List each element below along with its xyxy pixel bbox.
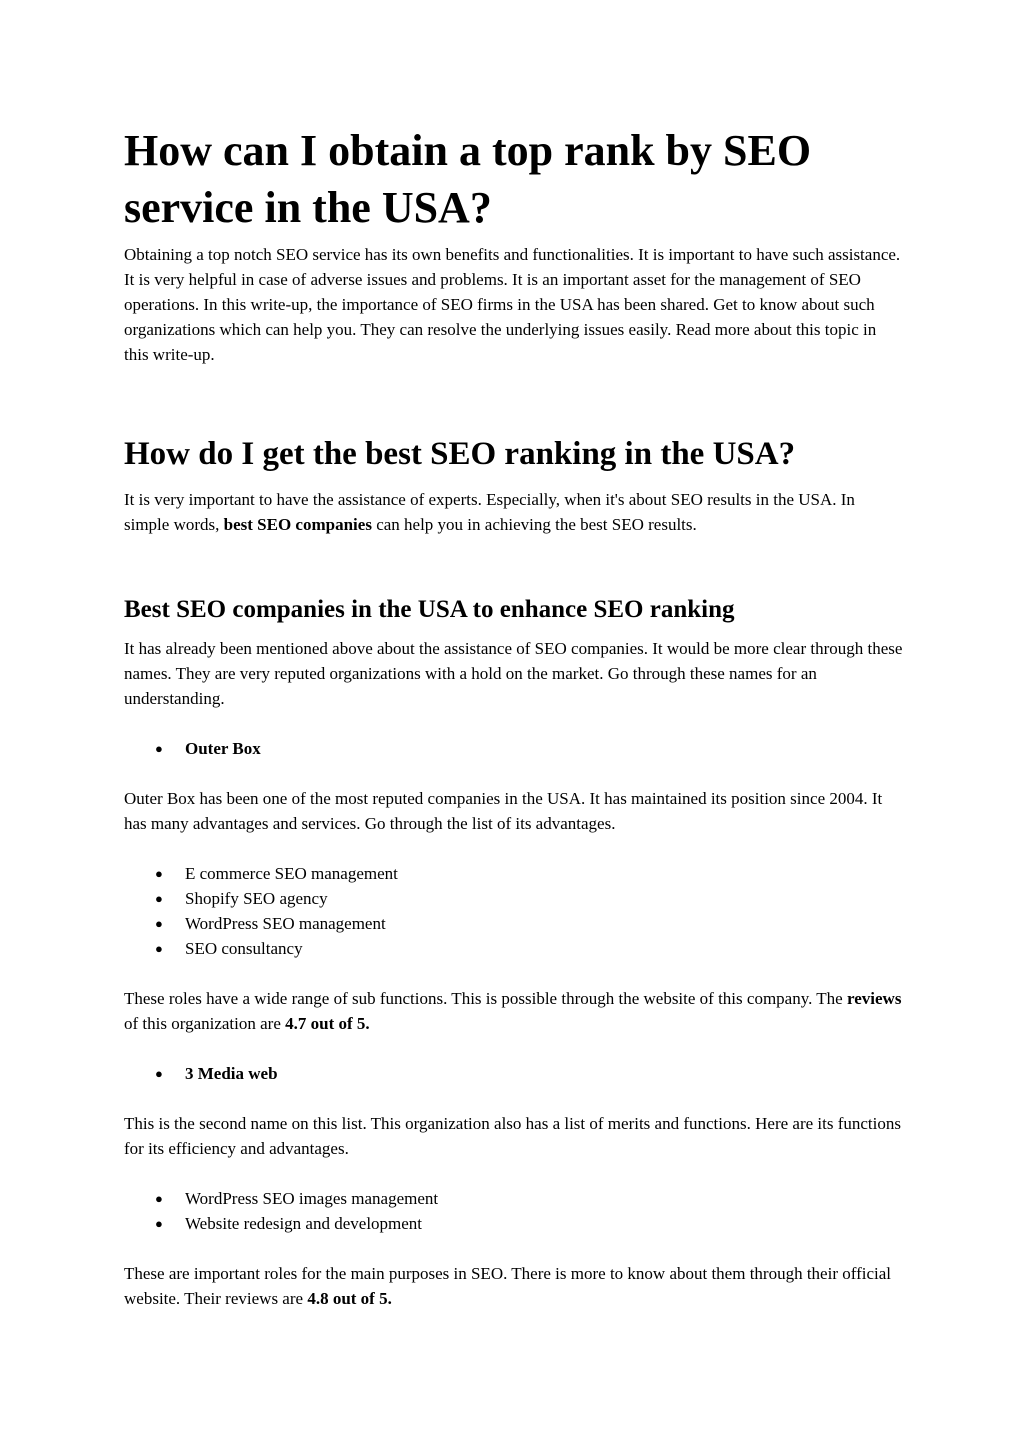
ranking-paragraph <box>124 487 904 537</box>
list-item <box>124 1061 904 1086</box>
company2-rating: 4.8 out of 5. <box>307 1289 392 1308</box>
list-item <box>124 886 904 911</box>
reviews-bold: reviews <box>846 989 902 1008</box>
company1-name: Outer Box <box>185 739 261 758</box>
list-item <box>124 911 904 936</box>
service-item: E commerce SEO management <box>185 864 398 883</box>
company2-reviews-paragraph <box>124 1261 904 1311</box>
section-heading-ranking: How do I get the best SEO ranking in the USA? <box>124 436 796 472</box>
company1-reviews-paragraph <box>124 986 904 1036</box>
company2-description: This is the second name on this list. This organization also has a list of merits and functions. Here are its functions for its efficiency and advantages. <box>124 1114 901 1158</box>
company2-services-list <box>124 1186 904 1236</box>
intro-paragraph: Obtaining a top notch SEO service has its own benefits and functionalities. It is important to have such assistance. It is very helpful in case of adverse issues and problems. It is an important asset for the management of SEO operations. In this write-up, the importance of SEO firms in the USA has been shared. Get to know about such organizations which can help you. They can resolve the underlying issues easily. Read more about this topic in this write-up. <box>124 245 901 364</box>
service-item: Website redesign and development <box>185 1214 423 1233</box>
bullet-icon: ● <box>155 941 163 956</box>
page-title: How can I obtain a top rank by SEO service in the USA? <box>124 126 812 232</box>
company1-rating: 4.7 out of 5. <box>285 1014 370 1033</box>
company2-heading-list <box>124 1061 904 1086</box>
bullet-icon: ● <box>155 1216 163 1231</box>
list-item <box>124 936 904 961</box>
ranking-text-after: can help you in achieving the best SEO results. <box>371 515 697 534</box>
list-item <box>124 861 904 886</box>
bullet-icon: ● <box>155 1191 163 1206</box>
company1-outro-text: These roles have a wide range of sub functions. This is possible through the website of this company. The <box>124 989 847 1008</box>
service-item: SEO consultancy <box>185 939 303 958</box>
list-item <box>124 1186 904 1211</box>
service-item: WordPress SEO management <box>185 914 386 933</box>
companies-intro-paragraph: It has already been mentioned above about the assistance of SEO companies. It would be more clear through these names. They are very reputed organizations with a hold on the market. Go through these names for an understanding. <box>124 639 903 708</box>
bullet-icon: ● <box>155 1066 163 1081</box>
document-page <box>124 122 904 1311</box>
company1-outro-text-2: of this organization are <box>124 1014 286 1033</box>
section-heading-companies: Best SEO companies in the USA to enhance SEO ranking <box>124 596 735 623</box>
best-seo-companies-bold: best SEO companies <box>223 515 372 534</box>
bullet-icon: ● <box>155 866 163 881</box>
bullet-icon: ● <box>155 741 163 756</box>
service-item: WordPress SEO images management <box>185 1189 439 1208</box>
company1-heading-list <box>124 736 904 761</box>
bullet-icon: ● <box>155 891 163 906</box>
bullet-icon: ● <box>155 916 163 931</box>
company2-name: 3 Media web <box>185 1064 278 1083</box>
list-item <box>124 1211 904 1236</box>
company2-outro-text: These are important roles for the main purposes in SEO. There is more to know about them through their official website. Their reviews are <box>124 1264 892 1308</box>
company1-description: Outer Box has been one of the most reputed companies in the USA. It has maintained its position since 2004. It has many advantages and services. Go through the list of its advantages. <box>124 789 883 833</box>
company1-services-list <box>124 861 904 961</box>
ranking-text-before: It is very important to have the assistance of experts. Especially, when it's about SEO results in the USA. In simple words, <box>124 490 855 534</box>
list-item <box>124 736 904 761</box>
service-item: Shopify SEO agency <box>185 889 328 908</box>
